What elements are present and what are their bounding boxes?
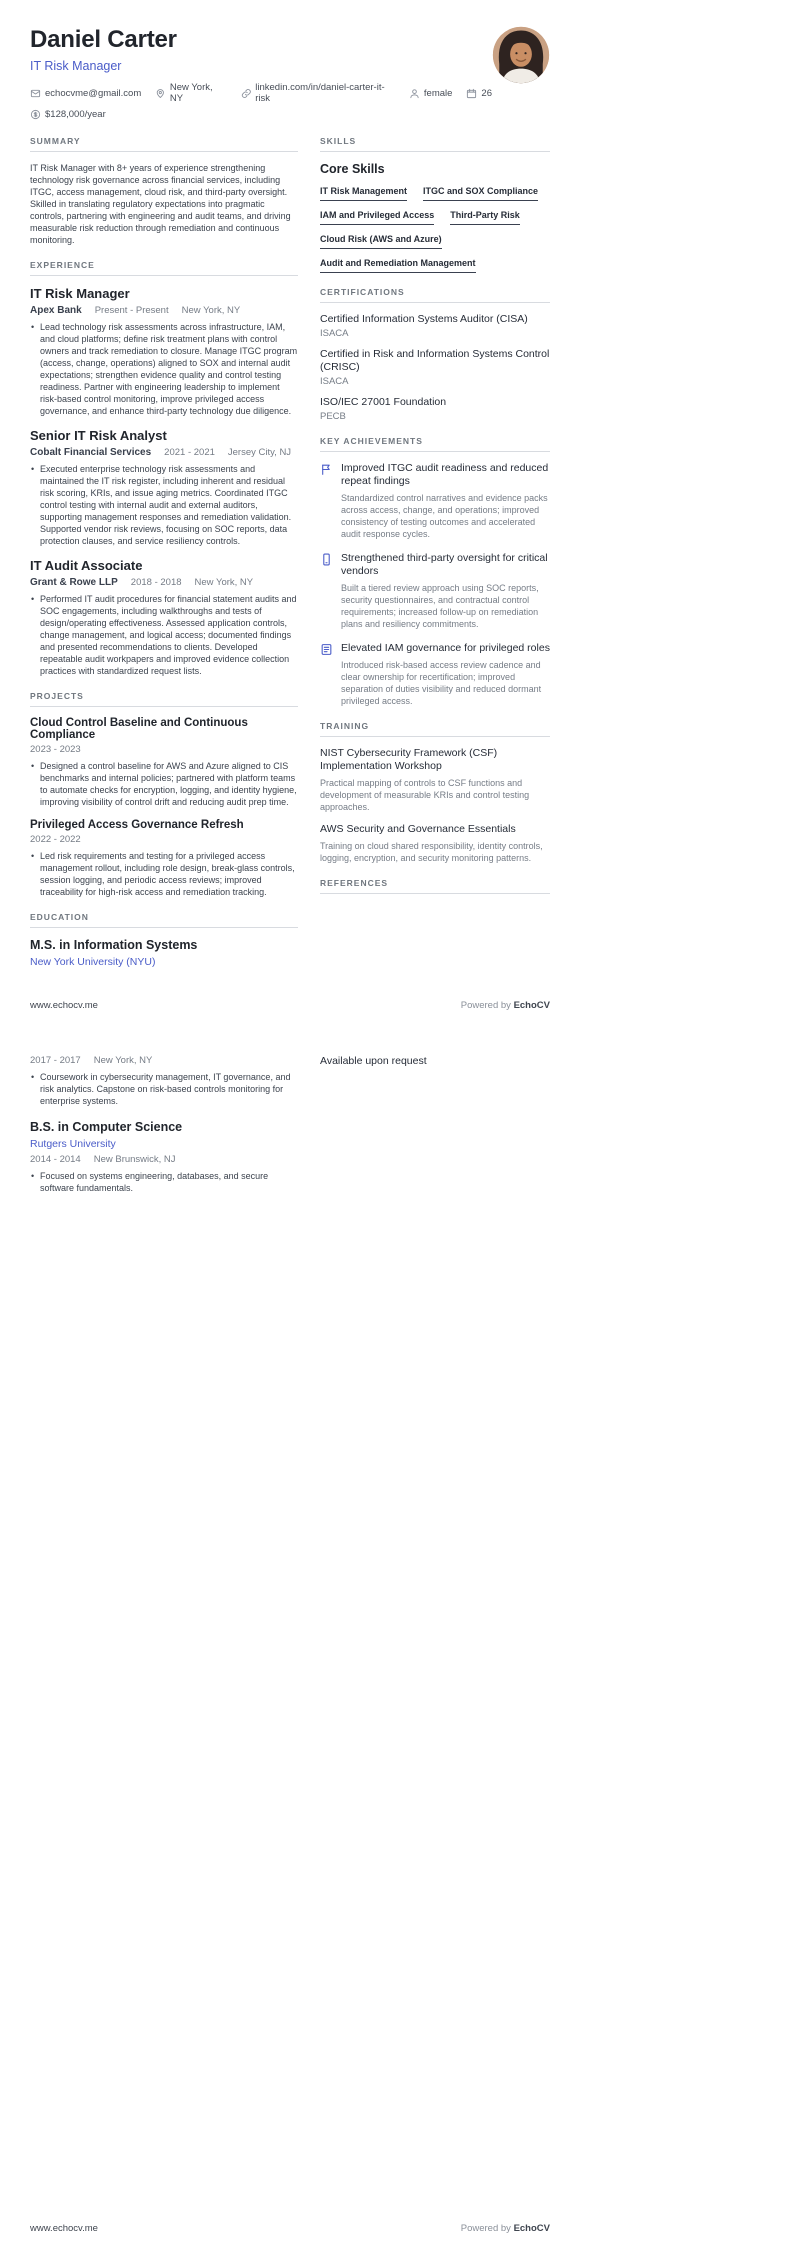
education-entry	[30, 1120, 298, 1194]
left-column-page2	[30, 1055, 298, 1194]
certification-name: Certified in Risk and Information Systems Control (CRISC)	[320, 348, 550, 373]
project-dates: 2022 - 2022	[30, 834, 81, 845]
link-icon	[241, 88, 252, 99]
person-icon	[409, 88, 420, 99]
achievement-entry	[320, 462, 550, 540]
project-title: Cloud Control Baseline and Continuous Compliance	[30, 717, 248, 741]
job-title: IT Risk Manager	[30, 286, 130, 301]
education-bullets	[30, 1071, 298, 1107]
education-school-link[interactable]: New York University (NYU)	[30, 956, 156, 968]
job-entry	[30, 428, 298, 547]
footer-brand-link[interactable]: EchoCV	[513, 2223, 550, 2234]
person-title: IT Risk Manager	[30, 59, 122, 73]
training-title: NIST Cybersecurity Framework (CSF) Implementation Workshop	[320, 747, 498, 772]
achievement-desc: Introduced risk-based access review cadence and clear ownership for recertification; improved separation of duties visibility and reduced dormant privileged access.	[341, 660, 542, 706]
project-dates: 2023 - 2023	[30, 744, 81, 755]
job-meta	[30, 577, 298, 588]
achievement-body	[341, 552, 550, 630]
dollar-icon	[30, 109, 41, 120]
contact-linkedin[interactable]	[241, 82, 395, 104]
contact-row-2	[30, 109, 492, 120]
contact-email[interactable]	[30, 88, 141, 99]
columns	[30, 136, 550, 982]
contact-location-text: New York, NY	[169, 82, 213, 104]
job-dates: Present - Present	[94, 305, 169, 316]
achievement-desc: Standardized control narratives and evidence packs across access, change, and operations; improved consistency of testing outcomes and accelerated audit response cycles.	[341, 493, 548, 539]
bullet-item: • Led risk requirements and testing for a privileged access management rollout, including role design, break-glass controls, session logging, and periodic access reviews; improved traceability for high-risk access and remediation tracking.	[30, 850, 298, 898]
education-location: New York, NY	[93, 1055, 153, 1066]
right-column	[320, 136, 550, 982]
summary-text: IT Risk Manager with 8+ years of experience strengthening technology risk governance across financial services, including ITGC, access management, cloud risk, and third-party oversight. Skilled in translating regulatory expectations into pragmatic controls, partnering with engineering and audit teams, and driving measurable risk reduction through remediation and continuous monitoring.	[30, 163, 291, 245]
avatar-photo	[492, 26, 550, 84]
bullet-item: • Designed a control baseline for AWS and Azure aligned to CIS benchmarks and internal policies; partnered with platform teams to automate checks for encryption, logging, and identity hygiene, improving visibility of control drift and reducing audit prep time.	[30, 760, 298, 808]
training-entry	[320, 747, 550, 813]
page-footer	[30, 2223, 550, 2234]
contact-rows	[30, 82, 492, 120]
bullet-item: • Performed IT audit procedures for financial statement audits and SOC engagements, including walkthroughs and tests of design/operating effectiveness. Assessed application controls, change management, and logical access; documented findings and presented recommendations to clients. Developed repeatable audit workpapers and improved evidence collection practices with standardized request lists.	[30, 593, 298, 677]
footer-powered	[461, 1000, 550, 1011]
contact-location	[155, 82, 226, 104]
email-icon	[30, 88, 41, 99]
location-pin-icon	[155, 88, 166, 99]
section-certifications	[320, 287, 550, 422]
job-meta	[30, 305, 298, 316]
education-dates: 2017 - 2017	[30, 1055, 81, 1066]
certification-issuer: ISACA	[320, 328, 349, 339]
projects-label: PROJECTS	[30, 691, 298, 707]
project-bullets	[30, 760, 298, 808]
skill-tag: ITGC and SOX Compliance	[423, 186, 538, 201]
education-entry-continued	[30, 1055, 298, 1107]
education-school-link[interactable]: Rutgers University	[30, 1138, 116, 1150]
left-column	[30, 136, 298, 982]
skills-group-title: Core Skills	[320, 162, 385, 176]
job-location: New York, NY	[181, 305, 241, 316]
footer-site-link[interactable]: www.echocv.me	[30, 2223, 98, 2234]
education-label: EDUCATION	[30, 912, 298, 928]
right-column-page2	[320, 1055, 550, 1194]
bullet-item: • Lead technology risk assessments across infrastructure, IAM, and cloud platforms; define risk treatment plans with control owners and track remediation to closure. Manage ITGC program (access, change, operations) aligned to SOX and internal audit expectations; strengthen evidence quality and control testing readiness. Partner with engineering leadership to implement risk-based control monitoring, improve privileged access governance, and enhance third-party technology due diligence.	[30, 321, 298, 417]
job-company: Cobalt Financial Services	[30, 447, 152, 458]
section-projects	[30, 691, 298, 898]
certification-entry	[320, 313, 550, 339]
bullet-item: • Focused on systems engineering, databases, and secure software fundamentals.	[30, 1170, 298, 1194]
page-footer	[30, 1000, 550, 1011]
page-2	[30, 1055, 580, 1194]
education-meta	[30, 1055, 298, 1066]
training-desc: Practical mapping of controls to CSF functions and development of measurable KRIs and control testing approaches.	[320, 778, 530, 812]
contact-gender-text: female	[423, 87, 453, 99]
achievement-title: Improved ITGC audit readiness and reduced repeat findings	[341, 462, 549, 487]
training-title: AWS Security and Governance Essentials	[320, 823, 516, 835]
bullet-item: • Executed enterprise technology risk assessments and maintained the IT risk register, including inherent and residual risk scoring, KRIs, and issue aging metrics. Coordinated ITGC control testing with internal audit and external auditors, supporting management responses and remediation validation. Supported vendor risk reviews, focusing on SOC reports, data protection clauses, and service resiliency controls.	[30, 463, 298, 547]
job-location: New York, NY	[194, 577, 254, 588]
achievement-desc: Built a tiered review approach using SOC reports, security questionnaires, and contractual control requirements; increased follow-up on remediation plans and resiliency commitments.	[341, 583, 539, 629]
job-entry	[30, 286, 298, 417]
job-company: Apex Bank	[30, 305, 82, 316]
education-meta	[30, 1154, 298, 1165]
certification-name: Certified Information Systems Auditor (CISA)	[320, 313, 528, 325]
contact-age-text: 26	[481, 87, 492, 99]
certifications-label: CERTIFICATIONS	[320, 287, 550, 303]
certification-name: ISO/IEC 27001 Foundation	[320, 396, 447, 408]
job-bullets	[30, 593, 298, 677]
job-title: IT Audit Associate	[30, 558, 143, 573]
section-education	[30, 912, 298, 968]
section-references	[320, 878, 550, 894]
document-icon	[320, 642, 333, 707]
job-location: Jersey City, NJ	[227, 447, 292, 458]
job-title: Senior IT Risk Analyst	[30, 428, 167, 443]
columns-page2	[30, 1055, 550, 1194]
project-title: Privileged Access Governance Refresh	[30, 819, 244, 831]
experience-label: EXPERIENCE	[30, 260, 298, 276]
certification-issuer: ISACA	[320, 376, 349, 387]
footer-powered	[461, 2223, 550, 2234]
achievements-label: KEY ACHIEVEMENTS	[320, 436, 550, 452]
person-name: Daniel Carter	[30, 26, 177, 53]
education-degree: M.S. in Information Systems	[30, 938, 198, 952]
references-text: Available upon request	[320, 1055, 427, 1067]
section-training	[320, 721, 550, 864]
project-entry	[30, 819, 298, 898]
certification-entry	[320, 396, 550, 422]
contact-row-1	[30, 82, 492, 104]
calendar-icon	[466, 88, 477, 99]
achievement-title: Strengthened third-party oversight for critical vendors	[341, 552, 548, 577]
project-bullets	[30, 850, 298, 898]
job-dates: 2018 - 2018	[130, 577, 182, 588]
education-degree: B.S. in Computer Science	[30, 1120, 183, 1134]
achievement-body	[341, 462, 550, 540]
skill-tag: Cloud Risk (AWS and Azure)	[320, 234, 442, 249]
certification-issuer: PECB	[320, 411, 346, 422]
summary-label: SUMMARY	[30, 136, 298, 152]
page-1	[0, 0, 580, 1194]
skill-tags	[320, 186, 550, 273]
education-dates: 2014 - 2014	[30, 1154, 81, 1165]
contact-email-text[interactable]: echocvme@gmail.com	[45, 87, 142, 99]
smartphone-icon	[320, 552, 333, 630]
section-summary	[30, 136, 298, 246]
footer-site-link[interactable]: www.echocv.me	[30, 1000, 98, 1011]
skill-tag: IAM and Privileged Access	[320, 210, 434, 225]
skill-tag: Third-Party Risk	[450, 210, 520, 225]
flag-icon	[320, 462, 333, 540]
footer-powered-prefix: Powered by	[460, 1000, 514, 1011]
footer-powered-prefix: Powered by	[460, 2223, 514, 2234]
section-skills	[320, 136, 550, 273]
achievement-body	[341, 642, 550, 707]
footer-brand-link[interactable]: EchoCV	[513, 1000, 550, 1011]
bullet-item: • Coursework in cybersecurity management, IT governance, and risk analytics. Capstone on risk-based controls monitoring for enterprise systems.	[30, 1071, 298, 1107]
references-label: REFERENCES	[320, 878, 550, 894]
education-entry	[30, 938, 298, 968]
header-text	[30, 26, 492, 120]
education-location: New Brunswick, NJ	[93, 1154, 176, 1165]
skill-tag: Audit and Remediation Management	[320, 258, 476, 273]
avatar	[492, 26, 550, 84]
achievement-title: Elevated IAM governance for privileged roles	[341, 642, 550, 654]
job-company: Grant & Rowe LLP	[30, 577, 118, 588]
section-achievements	[320, 436, 550, 707]
resume-header	[30, 26, 550, 120]
project-entry	[30, 717, 298, 808]
job-bullets	[30, 463, 298, 547]
contact-linkedin-text[interactable]: linkedin.com/in/daniel-carter-it-risk	[255, 82, 385, 104]
contact-salary-text: $128,000/year	[45, 109, 106, 120]
job-bullets	[30, 321, 298, 417]
skill-tag: IT Risk Management	[320, 186, 407, 201]
section-experience	[30, 260, 298, 677]
education-bullets	[30, 1170, 298, 1194]
training-desc: Training on cloud shared responsibility, identity controls, logging, encryption, and security monitoring patterns.	[320, 841, 543, 863]
job-entry	[30, 558, 298, 677]
contact-age	[466, 88, 492, 99]
contact-salary	[30, 109, 106, 120]
skills-label: SKILLS	[320, 136, 550, 152]
certification-entry	[320, 348, 550, 387]
achievement-entry	[320, 642, 550, 707]
training-label: TRAINING	[320, 721, 550, 737]
job-dates: 2021 - 2021	[164, 447, 215, 458]
contact-gender	[409, 88, 453, 99]
training-entry	[320, 823, 550, 864]
achievement-entry	[320, 552, 550, 630]
job-meta	[30, 447, 298, 458]
